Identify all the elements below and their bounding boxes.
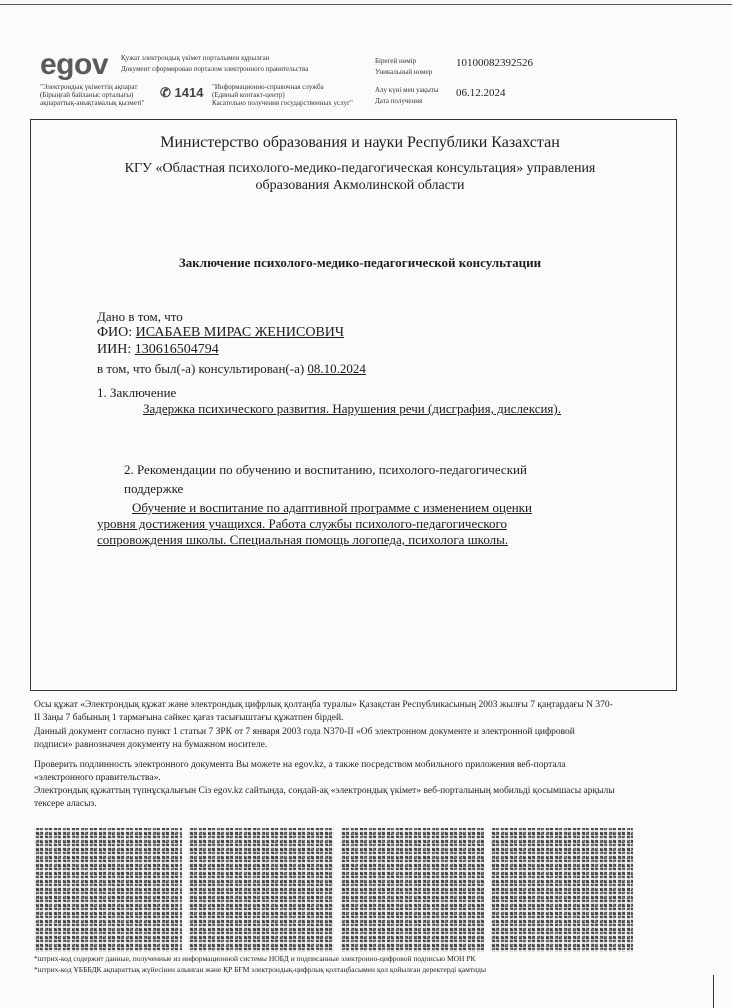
date-kz-label: Алу күні мен уақыты bbox=[375, 86, 439, 94]
legal-ru-line2: подписи» равнозначен документу на бумажном носителе. bbox=[34, 740, 268, 750]
fio-row bbox=[97, 325, 344, 341]
barcode-1 bbox=[34, 828, 182, 952]
section2-text-line2: уровня достижения учащихся. Работа службы психолого-педагогического bbox=[97, 516, 507, 531]
doc-number-kz-label: Бірегей нөмір bbox=[375, 57, 417, 65]
callcenter-kz-line2: (Бірыңғай байланыс орталығы) bbox=[40, 91, 134, 99]
barcode-4 bbox=[490, 828, 633, 952]
doc-number-ru-label: Уникальный номер bbox=[375, 68, 433, 76]
legal-kz-line1: Осы құжат «Электрондық құжат және электрондық цифрлық қолтаңба туралы» Қазақстан Республикасының 2003 жылғы 7 қаңтардағы N 370- bbox=[34, 700, 613, 710]
section2-text-line1: Обучение и воспитание по адаптивной программе с изменением оценки bbox=[132, 500, 532, 515]
egov-logo: egov bbox=[40, 48, 109, 81]
portal-kz-text: Қужат электрондық үкімет порталымен құрылған bbox=[121, 54, 270, 62]
consulted-row bbox=[97, 361, 366, 377]
portal-ru-text: Документ сформирован порталом электронного правительства bbox=[121, 65, 309, 73]
scan-edge-line bbox=[713, 975, 714, 1008]
barcode-2 bbox=[188, 828, 334, 952]
given-to-text: Дано в том, что bbox=[97, 309, 183, 324]
legal-ru-line1: Данный документ согласно пункт 1 статьи 7 ЗРК от 7 января 2003 года N370-II «Об электронном документе и электронной цифровой bbox=[34, 727, 575, 737]
consulted-date: 08.10.2024 bbox=[307, 361, 366, 376]
callcenter-ru-line3: Касательно получения государственных услуг" bbox=[212, 99, 353, 107]
conclusion-title: Заключение психолого-медико-педагогической консультации bbox=[178, 255, 542, 270]
callcenter-kz-line3: ақпараттық-анықтамалық қызметі" bbox=[40, 99, 145, 107]
barcode-note-kz: *штрих-код ҰБББДК ақпараттық жүйесінен алынған және ҚР БҒМ электрондық-цифрлық қолтаңбасымен қол қойылған деректерді қамтиды bbox=[34, 965, 487, 974]
org-line1: КГУ «Областная психолого-медико-педагогическая консультация» управления bbox=[124, 161, 596, 176]
section1-label: 1. Заключение bbox=[97, 385, 177, 400]
section1-text: Задержка психического развития. Нарушения речи (дисграфия, дислексия). bbox=[143, 401, 561, 416]
iin-value: 130616504794 bbox=[134, 342, 219, 357]
consulted-label: в том, что был(-а) консультирован(-а) bbox=[97, 361, 305, 376]
iin-label: ИИН: bbox=[97, 342, 132, 357]
section2-text-line3: сопровождения школы. Специальная помощь логопеда, психолога школы. bbox=[97, 532, 509, 547]
verify-kz-line1: Электрондық құжаттың түпнұсқалығын Сіз egov.kz сайтында, сондай-ақ «электрондық үкімет» веб-порталының мобильді қосымшасы арқылы bbox=[34, 786, 615, 796]
iin-row bbox=[97, 342, 219, 358]
ministry-title: Министерство образования и науки Республики Казахстан bbox=[160, 134, 560, 151]
verify-ru-line1: Проверить подлинность электронного документа Вы можете на egov.kz, а также посредством мобильного приложения веб-портала bbox=[34, 760, 566, 770]
barcode-3 bbox=[340, 828, 484, 952]
legal-kz-line2: II Заңы 7 бабының 1 тармағына сәйкес қағаз тасығыштағы құжатпен бірдей. bbox=[34, 713, 344, 723]
callcenter-kz-line1: "Электрондық үкіметтің ақпарат bbox=[40, 83, 138, 91]
barcode-note-ru: *штрих-код содержит данные, полученные из информационной системы НОБД и подписанные электронно-цифровой подписью МОН РК bbox=[34, 954, 476, 963]
callcenter-ru-line1: "Информационно-справочная служба bbox=[212, 83, 324, 91]
top-edge-line bbox=[0, 4, 732, 5]
org-line2: образования Акмолинской области bbox=[255, 178, 465, 193]
phone-number: ✆ 1414 bbox=[160, 85, 204, 100]
date-value: 06.12.2024 bbox=[456, 87, 506, 99]
fio-label: ФИО: bbox=[97, 325, 133, 340]
phone-icon: ✆ bbox=[160, 85, 171, 100]
section2-label-line1: 2. Рекомендации по обучению и воспитанию, психолого-педагогический bbox=[124, 462, 527, 477]
doc-number-value: 10100082392526 bbox=[456, 57, 533, 69]
verify-ru-line2: «электронного правительства». bbox=[34, 773, 161, 783]
section2-label-line2: поддержке bbox=[124, 481, 184, 496]
date-ru-label: Дата получения bbox=[375, 97, 423, 105]
fio-value: ИСАБАЕВ МИРАС ЖЕНИСОВИЧ bbox=[135, 325, 345, 340]
callcenter-ru-line2: (Единый контакт-центр) bbox=[212, 91, 285, 99]
verify-kz-line2: тексере аласыз. bbox=[34, 799, 97, 809]
